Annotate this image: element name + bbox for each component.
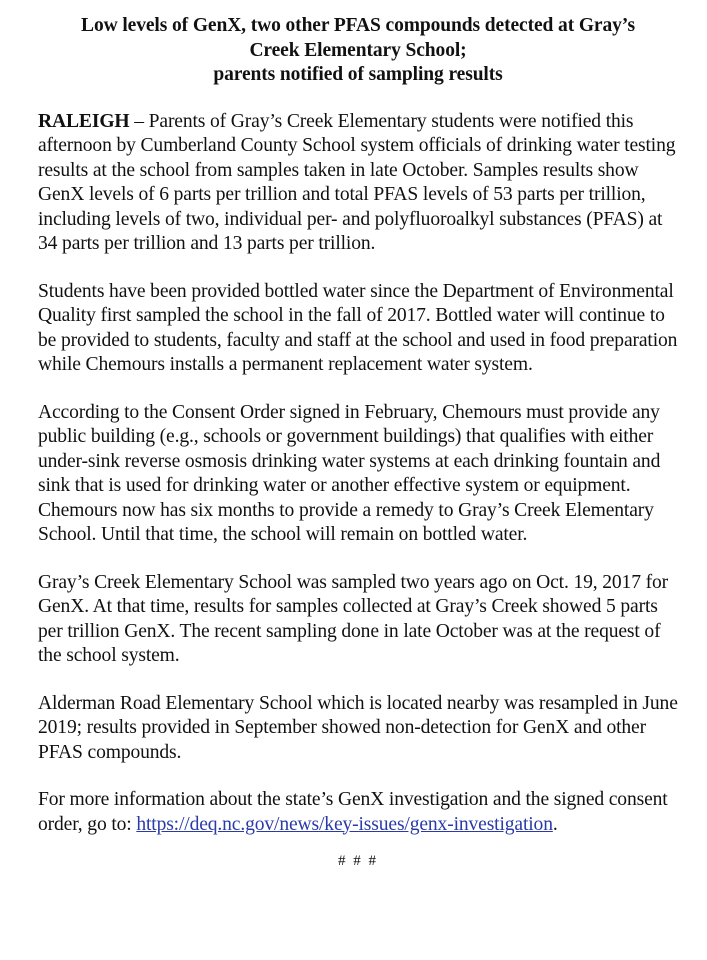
end-mark: # # # [338,853,378,869]
headline-line-2: Creek Elementary School; [249,39,467,61]
paragraph-intro [38,110,678,257]
paragraph-bottled-water: Students have been provided bottled water since the Department of Environmental Quality first sampled the school in the fall of 2017. Bottled water will continue to be provided to students, faculty and staff at the school and used in food preparation while Chemours installs a permanent replacement water system. [38,280,678,375]
paragraph-alderman-road: Alderman Road Elementary School which is located nearby was resampled in June 2019; results provided in September showed non-detection for GenX and other PFAS compounds. [38,692,678,763]
press-release [38,14,678,870]
paragraph-previous-sampling: Gray’s Creek Elementary School was sampled two years ago on Oct. 19, 2017 for GenX. At that time, results for samples collected at Gray’s Creek showed 5 parts per trillion GenX. The recent sampling done in late October was at the request of the school system. [38,571,668,666]
headline [38,14,678,88]
dateline: RALEIGH [38,110,130,132]
headline-line-3: parents notified of sampling results [213,64,503,85]
paragraph-intro-text: – Parents of Gray’s Creek Elementary students were notified this afternoon by Cumberland County School system officials of drinking water testing results at the school from samples taken in late October. Samples results show GenX levels of 6 parts per trillion and total PFAS levels of 53 parts per trillion, including levels of two, individual per- and polyfluoroalkyl substances (PFAS) at 34 parts per trillion and 13 parts per trillion. [38,110,676,254]
paragraph-more-info [38,788,678,837]
more-info-text: For more information about the state’s GenX investigation and the signed consent order, go to: [38,789,668,835]
paragraph-consent-order: According to the Consent Order signed in February, Chemours must provide any public building (e.g., schools or government buildings) that qualifies with either under-sink reverse osmosis drinking water systems at each drinking fountain and sink that is used for drinking water or another effective system or equipment. Chemours now has six months to provide a remedy to Gray’s Creek Elementary School. Until that time, the school will remain on bottled water. [38,401,661,545]
genx-investigation-link[interactable]: https://deq.nc.gov/news/key-issues/genx-investigation [136,813,553,835]
headline-line-1: Low levels of GenX, two other PFAS compounds detected at Gray’s [81,15,635,36]
more-info-period: . [552,813,558,835]
